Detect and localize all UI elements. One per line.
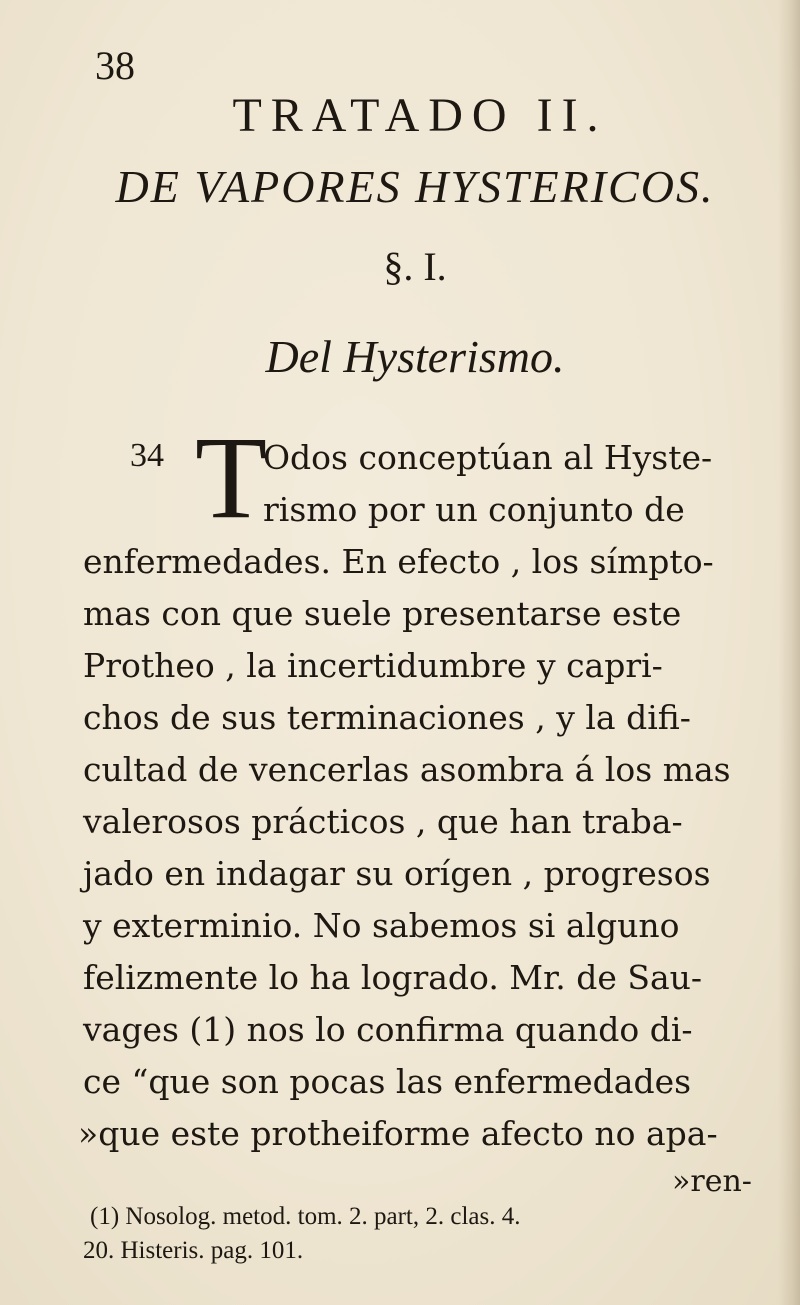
paragraph-number: 34	[130, 437, 164, 474]
body-line: valerosos prácticos , que han traba-	[83, 802, 683, 841]
page-number: 38	[95, 43, 135, 88]
body-line: vages (1) nos lo confirma quando di-	[83, 1010, 693, 1049]
body-line: felizmente lo ha logrado. Mr. de Sau-	[83, 958, 703, 997]
section-mark: §. I.	[383, 244, 447, 289]
body-line: ce “que son pocas las enfermedades	[83, 1062, 692, 1101]
body-line: mas con que suele presentarse este	[83, 594, 682, 633]
body-line: chos de sus terminaciones , y la difi-	[83, 698, 691, 737]
treatise-title: TRATADO II.	[232, 89, 608, 142]
section-heading: Del Hysterismo.	[265, 331, 565, 382]
treatise-subtitle: DE VAPORES HYSTERICOS.	[115, 161, 715, 212]
body-line: rismo por un conjunto de	[263, 490, 685, 529]
body-line: jado en indagar su orígen , progresos	[83, 854, 711, 893]
catchword: »ren-	[672, 1164, 752, 1199]
body-line: »que este protheiforme afecto no apa-	[78, 1114, 718, 1153]
body-line: Protheo , la incertidumbre y capri-	[83, 646, 663, 685]
body-line: Odos conceptúan al Hyste-	[263, 438, 713, 477]
footnote-line: (1) Nosolog. metod. tom. 2. part, 2. clas. 4.	[90, 1203, 521, 1230]
body-line: enfermedades. En efecto , los símpto-	[83, 542, 714, 581]
body-line: cultad de vencerlas asombra á los mas	[83, 750, 731, 789]
drop-cap: T	[195, 412, 268, 543]
footnote-line: 20. Histeris. pag. 101.	[83, 1237, 304, 1264]
body-line: y exterminio. No sabemos si alguno	[83, 906, 680, 945]
